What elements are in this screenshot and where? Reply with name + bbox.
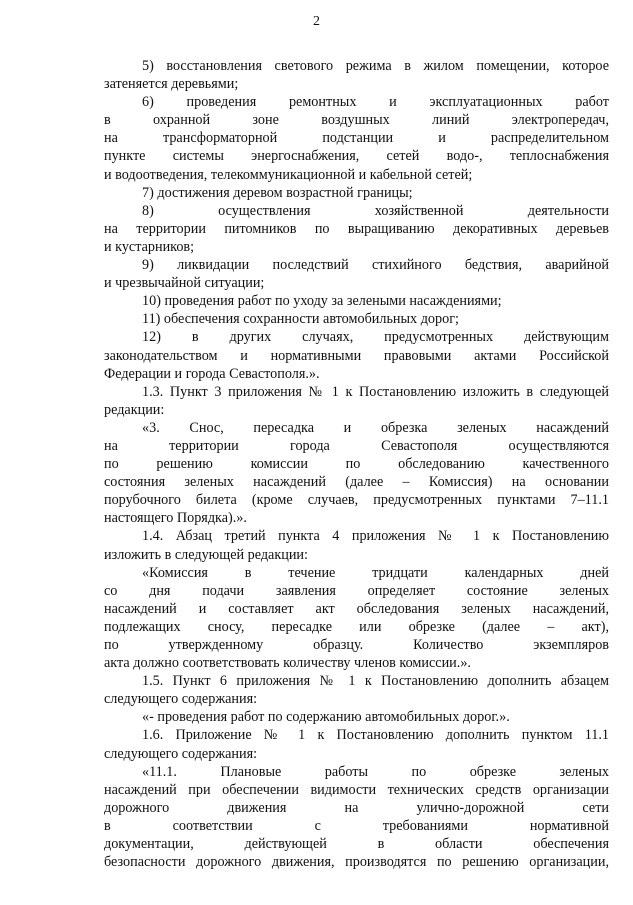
text-line: 9) ликвидации последствий стихийного бедствия, аварийной xyxy=(142,257,609,274)
text-line: 5) восстановления светового режима в жилом помещении, которое xyxy=(142,58,609,74)
text-line: на территории питомников по выращиванию декоративных деревьев xyxy=(104,220,609,237)
text-line: 1.3. Пункт 3 приложения № 1 к Постановлению изложить в следующей xyxy=(142,383,609,400)
text-line: по утвержденному образцу. Количество экземпляров xyxy=(104,637,609,653)
text-line: 1.4. Абзац третий пункта 4 приложения № 1 к Постановлению xyxy=(142,528,609,545)
text-line: «11.1. Плановые работы по обрезке зеленых xyxy=(142,763,609,780)
text-line: 7) достижения деревом возрастной границы; xyxy=(142,184,413,201)
text-line: затеняется деревьями; xyxy=(104,76,239,93)
text-line: следующего содержания: xyxy=(104,691,258,708)
text-line: следующего содержания: xyxy=(104,745,258,762)
text-line: изложить в следующей редакции: xyxy=(104,546,308,563)
text-line: и водоотведения, телекоммуникационной и кабельной сетей; xyxy=(104,166,473,183)
text-line: 8) осуществления хозяйственной деятельности xyxy=(142,202,609,219)
text-line: 12) в других случаях, предусмотренных действующим xyxy=(142,329,609,346)
text-line: порубочного билета (кроме случаев, предусмотренных пунктами 7–11.1 xyxy=(104,492,609,509)
text-line: и чрезвычайной ситуации; xyxy=(104,275,265,292)
text-line: подлежащих сносу, пересадке или обрезке (далее – акт), xyxy=(104,618,609,635)
page-number: 2 xyxy=(313,14,320,29)
text-line: «Комиссия в течение тридцати календарных дней xyxy=(142,564,609,581)
text-line: 6) проведения ремонтных и эксплуатационных работ xyxy=(142,94,609,111)
text-line: 11) обеспечения сохранности автомобильных дорог; xyxy=(142,311,459,328)
text-line: на территории города Севастополя осуществляются xyxy=(104,437,609,454)
text-line: состояния зеленых насаждений (далее – Комиссия) на основании xyxy=(104,474,609,491)
document-body xyxy=(104,57,609,871)
text-line: документации, действующей в области обеспечения xyxy=(104,836,609,853)
text-line: законодательством и нормативными правовыми актами Российской xyxy=(104,347,609,364)
text-line: дорожного движения на улично-дорожной сети xyxy=(104,799,609,816)
text-line: по решению комиссии по обследованию качественного xyxy=(104,456,609,473)
text-line: «- проведения работ по содержанию автомобильных дорог.». xyxy=(142,709,510,726)
text-line: насаждений и составляет акт обследования зеленых насаждений, xyxy=(104,600,609,617)
text-line: 1.5. Пункт 6 приложения № 1 к Постановлению дополнить абзацем xyxy=(142,673,609,690)
text-line: редакции: xyxy=(104,401,165,418)
text-line: в соответствии с требованиями нормативной xyxy=(104,817,609,834)
text-line: насаждений при обеспечении видимости технических средств организации xyxy=(104,781,609,798)
text-line: в охранной зоне воздушных линий электропередач, xyxy=(104,112,609,129)
text-line: пункте системы энергоснабжения, сетей водо-, теплоснабжения xyxy=(104,148,609,165)
text-line: безопасности дорожного движения, производятся по решению организации, xyxy=(104,854,609,871)
text-line: 1.6. Приложение № 1 к Постановлению дополнить пунктом 11.1 xyxy=(142,727,609,744)
text-line: со дня подачи заявления определяет состояние зеленых xyxy=(104,582,609,599)
text-line: акта должно соответствовать количеству членов комиссии.». xyxy=(104,655,471,672)
text-line: Федерации и города Севастополя.». xyxy=(104,365,320,382)
text-line: и кустарников; xyxy=(104,238,195,255)
text-line: на трансформаторной подстанции и распределительном xyxy=(104,130,609,147)
text-line: настоящего Порядка).». xyxy=(104,510,247,527)
text-line: «3. Снос, пересадка и обрезка зеленых насаждений xyxy=(142,419,609,436)
text-line: 10) проведения работ по уходу за зелеными насаждениями; xyxy=(142,293,502,310)
